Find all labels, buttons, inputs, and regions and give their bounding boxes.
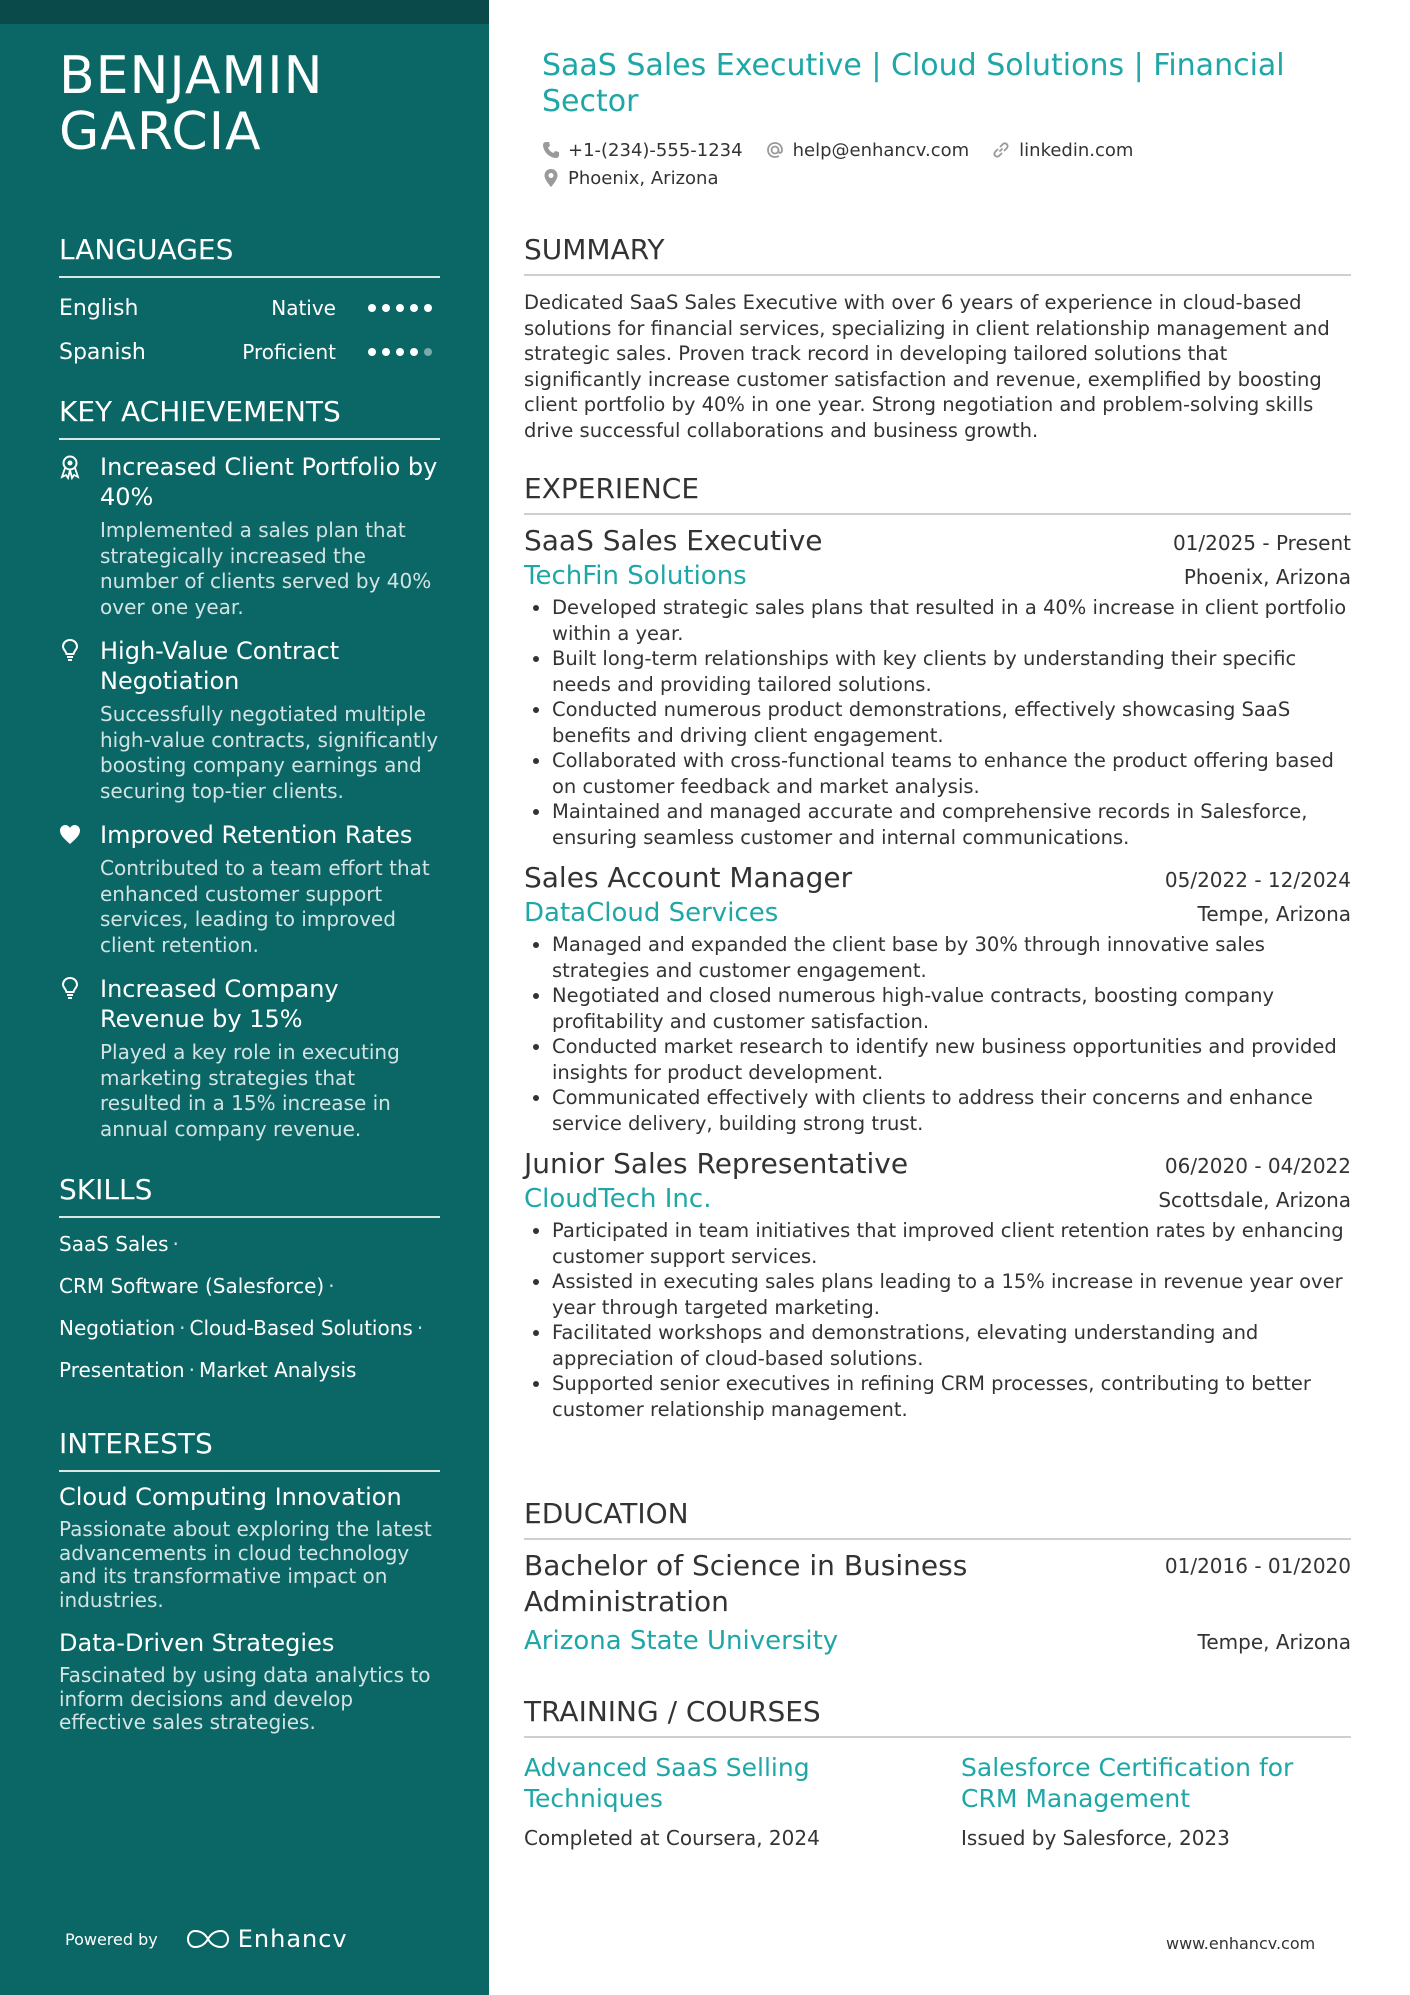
footer-url[interactable]: www.enhancv.com [1166,1934,1316,1953]
at-icon [765,140,785,160]
job-dates: 05/2022 - 12/2024 [1164,868,1351,892]
education-heading: EDUCATION [524,1496,1351,1540]
job-bullets [524,1218,1351,1422]
language-name: English [59,295,139,321]
achievement-title: Improved Retention Rates [100,821,413,849]
interest-title: Data-Driven Strategies [59,1629,335,1657]
interest-description: Fascinated by using data analytics to inform decisions and develop effective sales strategies. [59,1663,431,1734]
infinity-icon [186,1927,230,1951]
bullet-item: • Managed and expanded the client base by 30% through innovative sales strategies and customer engagement. [552,932,1351,983]
enhancv-logo[interactable] [186,1925,348,1953]
powered-by-label: Powered by [65,1929,158,1949]
person-name: BENJAMIN GARCIA [59,46,324,162]
experience-heading: EXPERIENCE [524,471,1351,515]
sidebar [0,0,489,1995]
job-entry [524,523,1351,850]
school-name: Arizona State University [524,1626,839,1656]
lightbulb-icon [59,976,81,1002]
language-level: Proficient [242,340,336,364]
degree-title: Bachelor of Science in Business Administration [524,1549,968,1618]
languages-section [59,232,440,374]
skills-heading: SKILLS [59,1172,440,1218]
bullet-item: • Conducted market research to identify new business opportunities and provided insights for product development. [552,1034,1351,1085]
achievement-title: Increased Client Portfolio by 40% [100,453,438,511]
job-company: TechFin Solutions [524,561,747,591]
achievement-description: Contributed to a team effort that enhanced customer support services, leading to improved client retention. [100,856,430,957]
location-text: Phoenix, Arizona [568,167,719,189]
experience-section [524,471,1351,1432]
skills-line: SaaS Sales · [59,1232,179,1256]
interest-title: Cloud Computing Innovation [59,1483,402,1511]
job-bullets [524,595,1351,850]
achievements-heading: KEY ACHIEVEMENTS [59,394,440,440]
skill-tag: Cloud-Based Solutions [189,1316,413,1340]
school-location: Tempe, Arizona [1197,1630,1351,1654]
bullet-item: • Communicated effectively with clients to address their concerns and enhance service delivery, building strong trust. [552,1085,1351,1136]
job-location: Scottsdale, Arizona [1158,1188,1351,1212]
job-company: DataCloud Services [524,898,779,928]
course-description: Issued by Salesforce, 2023 [961,1826,1230,1850]
training-section [524,1694,1351,1850]
language-row [59,330,440,374]
education-dates: 01/2016 - 01/2020 [1164,1554,1351,1578]
course-description: Completed at Coursera, 2024 [524,1826,820,1850]
languages-heading: LANGUAGES [59,232,440,278]
language-name: Spanish [59,339,146,365]
job-dates: 06/2020 - 04/2022 [1164,1154,1351,1178]
achievement-item [59,452,440,620]
contact-info [542,136,1342,192]
achievement-description: Implemented a sales plan that strategically increased the number of clients served by 40% over one year. [100,518,432,619]
phone-contact[interactable] [542,140,743,161]
skill-tag: Presentation [59,1358,185,1382]
job-dates: 01/2025 - Present [1172,531,1351,555]
bullet-item: • Built long-term relationships with key clients by understanding their specific needs and providing tailored solutions. [552,646,1351,697]
achievement-title: Increased Company Revenue by 15% [100,975,339,1033]
job-entry [524,1146,1351,1422]
powered-by [65,1925,348,1953]
bullet-item: • Supported senior executives in refining CRM processes, contributing to better customer relationship management. [552,1371,1351,1422]
course-item [524,1752,914,1850]
job-title: Junior Sales Representative [524,1147,909,1180]
job-entry [524,860,1351,1136]
email-text: help@enhancv.com [792,139,970,161]
phone-text: +1-(234)-555-1234 [568,139,743,161]
skill-tag: SaaS Sales [59,1232,169,1256]
job-location: Tempe, Arizona [1197,902,1351,926]
bullet-item: • Facilitated workshops and demonstrations, elevating understanding and appreciation of cloud-based solutions. [552,1320,1351,1371]
link-icon [991,140,1011,160]
job-title: SaaS Sales Executive [524,524,823,557]
skill-tag: Negotiation [59,1316,176,1340]
bullet-item: • Conducted numerous product demonstrations, effectively showcasing SaaS benefits and driving client engagement. [552,697,1351,748]
course-title: Salesforce Certification for CRM Management [961,1753,1294,1813]
bullet-item: • Maintained and managed accurate and comprehensive records in Salesforce, ensuring seamless customer and internal communications. [552,799,1351,850]
achievement-description: Successfully negotiated multiple high-value contracts, significantly boosting company earnings and securing top-tier clients. [100,702,439,803]
job-title: Sales Account Manager [524,861,853,894]
bullet-item: • Collaborated with cross-functional teams to enhance the product offering based on customer feedback and market analysis. [552,748,1351,799]
job-company: CloudTech Inc. [524,1184,712,1214]
skills-section [59,1172,440,1398]
achievement-description: Played a key role in executing marketing strategies that resulted in a 15% increase in annual company revenue. [100,1040,400,1141]
lightbulb-icon [59,638,81,664]
interest-description: Passionate about exploring the latest advancements in cloud technology and its transformative impact on industries. [59,1517,432,1612]
skill-tag: CRM Software (Salesforce) [59,1274,325,1298]
skills-line: Negotiation · Cloud-Based Solutions · [59,1316,424,1340]
interests-heading: INTERESTS [59,1426,440,1472]
achievement-item [59,820,440,958]
language-row [59,286,440,330]
bullet-item: • Negotiated and closed numerous high-value contracts, boosting company profitability and customer satisfaction. [552,983,1351,1034]
job-location: Phoenix, Arizona [1183,565,1351,589]
award-icon [59,454,81,480]
language-level: Native [271,296,336,320]
linkedin-contact[interactable] [991,140,1133,161]
linkedin-text: linkedin.com [1019,139,1134,161]
summary-text: Dedicated SaaS Sales Executive with over 6 years of experience in cloud-based solutions for financial services, specializing in client relationship management and strategic sales. Proven track record in developing tailored solutions that significantly increase customer satisfaction and revenue, exemplified by boosting client portfolio by 40% in one year. Strong negotiation and problem-solving skills drive successful collaborations and business growth. [524,291,1330,442]
education-section [524,1496,1351,1658]
course-item [961,1752,1351,1850]
summary-heading: SUMMARY [524,232,1351,276]
phone-icon [542,141,560,159]
skill-tag: Market Analysis [198,1358,357,1382]
skills-line: Presentation · Market Analysis [59,1358,357,1382]
bullet-item: • Assisted in executing sales plans leading to a 15% increase in revenue year over year through targeted marketing. [552,1269,1351,1320]
summary-section [524,232,1351,443]
achievement-item [59,974,440,1142]
bullet-item: • Participated in team initiatives that improved client retention rates by enhancing customer support services. [552,1218,1351,1269]
achievement-title: High-Value Contract Negotiation [100,637,340,695]
achievements-section [59,394,440,1142]
job-bullets [524,932,1351,1136]
headline: SaaS Sales Executive | Cloud Solutions | Financial Sector [542,48,1285,119]
training-heading: TRAINING / COURSES [524,1694,1351,1738]
achievement-item [59,636,440,804]
language-proficiency-dots [368,348,440,356]
skills-line: CRM Software (Salesforce) · [59,1274,335,1298]
interests-section [59,1426,440,1735]
brand-name: Enhancv [237,1925,348,1953]
location-contact [542,168,718,189]
sidebar-top-bar [0,0,489,24]
language-proficiency-dots [368,304,440,312]
heart-icon [59,822,81,848]
bullet-item: • Developed strategic sales plans that resulted in a 40% increase in client portfolio within a year. [552,595,1351,646]
email-contact[interactable] [765,140,970,161]
course-title: Advanced SaaS Selling Techniques [524,1753,810,1813]
location-pin-icon [542,168,560,188]
